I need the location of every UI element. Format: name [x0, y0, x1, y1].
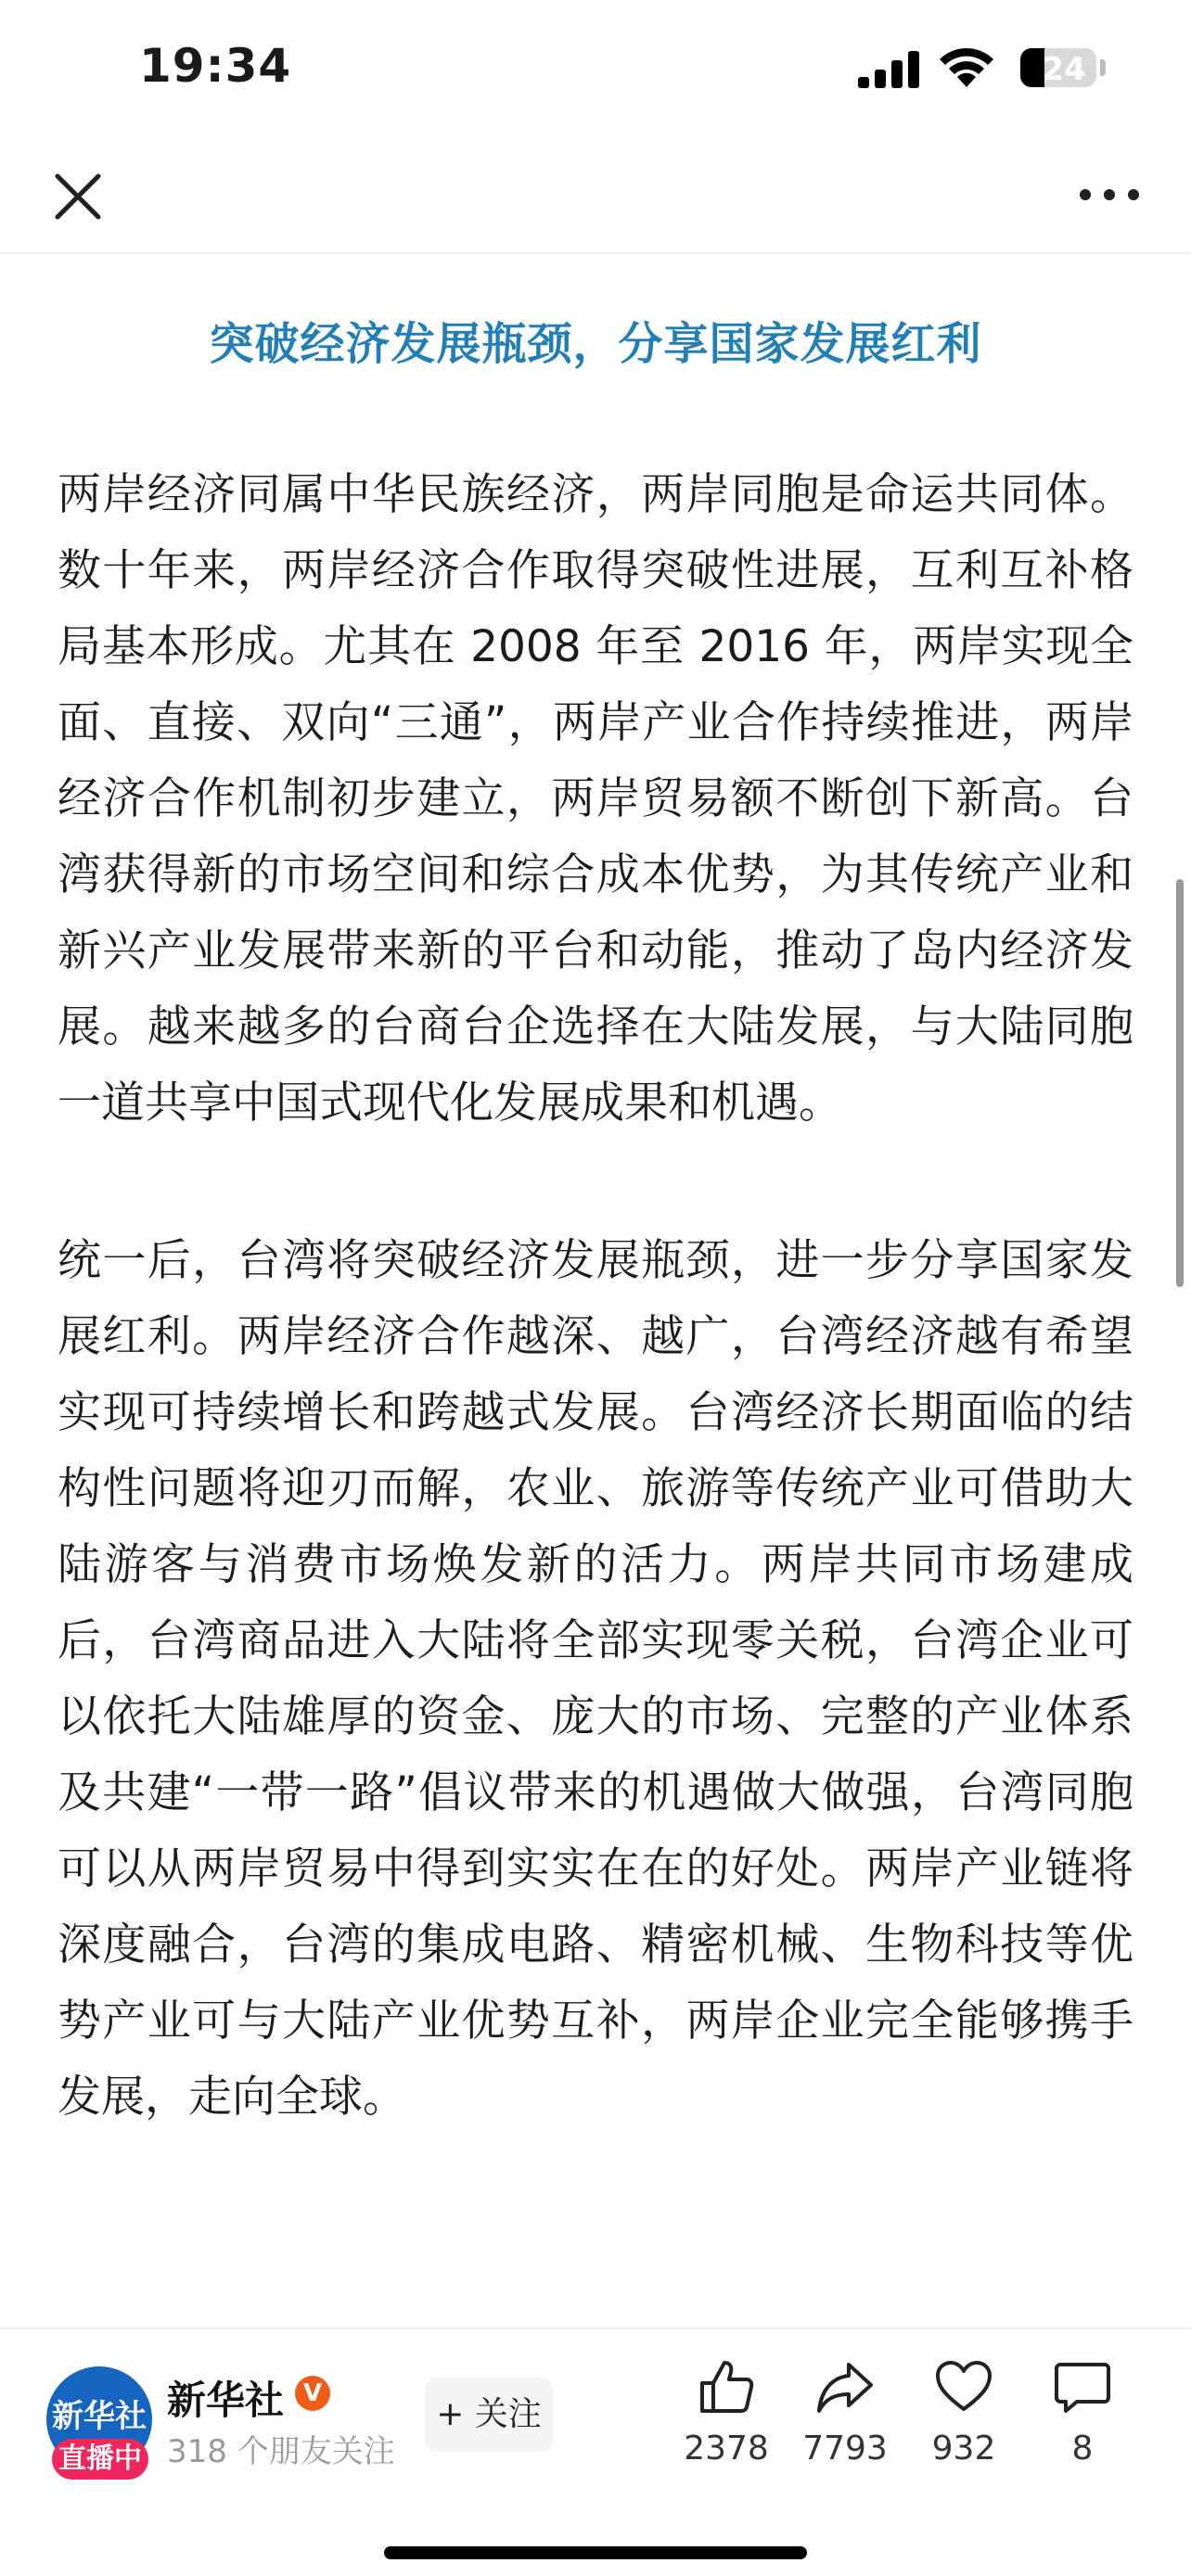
verified-badge-icon: V [295, 2376, 330, 2411]
heart-icon [934, 2357, 993, 2417]
like-button[interactable] [666, 2357, 787, 2496]
close-icon[interactable] [48, 167, 108, 226]
battery-level: 24 [1042, 51, 1086, 88]
more-options-icon[interactable] [1080, 176, 1145, 213]
follow-button[interactable]: + 关注 [425, 2378, 553, 2452]
article-paragraph: 两岸经济同属中华民族经济，两岸同胞是命运共同体。数十年来，两岸经济合作取得突破性进展，互利互补格局基本形成。尤其在 2008 年至 2016 年，两岸实现全面、直接、双向“三通”，两岸产业合作持续推进，两岸经济合作机制初步建立，两岸贸易额不断创下新高。台湾获得新的市场空间和综合成本优势，为其传统产业和新兴产业发展带来新的平台和动能，推动了岛内经济发展。越来越多的台商台企选择在大陆发展，与大陆同胞一道共享中国式现代化发展成果和机遇。 [58, 469, 1133, 1129]
bottom-action-bar [0, 2327, 1191, 2506]
comment-bubble-icon [1053, 2357, 1112, 2417]
battery-tip [1100, 59, 1106, 76]
comment-button[interactable] [1022, 2357, 1143, 2496]
status-bar [0, 0, 1191, 139]
favorite-count: 932 [931, 2429, 996, 2468]
cellular-signal-icon [858, 51, 919, 88]
article-subtitle: 突破经济发展瓶颈，分享国家发展红利 [209, 318, 982, 370]
avatar-logo: 新华社 [52, 2398, 147, 2435]
like-count: 2378 [684, 2429, 769, 2468]
friends-following-count: 318 个朋友关注 [167, 2433, 395, 2470]
thumbs-up-icon [697, 2357, 756, 2417]
status-time: 19:34 [139, 39, 292, 93]
scrollbar[interactable] [1176, 879, 1184, 1287]
share-button[interactable] [785, 2357, 905, 2496]
article-paragraph: 统一后，台湾将突破经济发展瓶颈，进一步分享国家发展红利。两岸经济合作越深、越广，台湾经济越有希望实现可持续增长和跨越式发展。台湾经济长期面临的结构性问题将迎刃而解，农业、旅游等传统产业可借助大陆游客与消费市场焕发新的活力。两岸共同市场建成后，台湾商品进入大陆将全部实现零关税，台湾企业可以依托大陆雄厚的资金、庞大的市场、完整的产业体系及共建“一带一路”倡议带来的机遇做大做强，台湾同胞可以从两岸贸易中得到实实在在的好处。两岸产业链将深度融合，台湾的集成电路、精密机械、生物科技等优势产业可与大陆产业优势互补，两岸企业完全能够携手发展，走向全球。 [58, 1235, 1133, 2123]
favorite-button[interactable] [903, 2357, 1024, 2496]
wifi-icon [937, 45, 996, 89]
share-arrow-icon [815, 2357, 875, 2417]
battery-icon [1020, 48, 1096, 87]
comment-count: 8 [1071, 2429, 1094, 2468]
article-body [58, 260, 1133, 2136]
top-nav-bar [0, 139, 1191, 254]
live-badge[interactable]: 直播中 [52, 2439, 148, 2480]
home-indicator[interactable] [384, 2546, 807, 2559]
share-count: 7793 [802, 2429, 888, 2468]
account-name[interactable]: 新华社 [167, 2378, 285, 2423]
